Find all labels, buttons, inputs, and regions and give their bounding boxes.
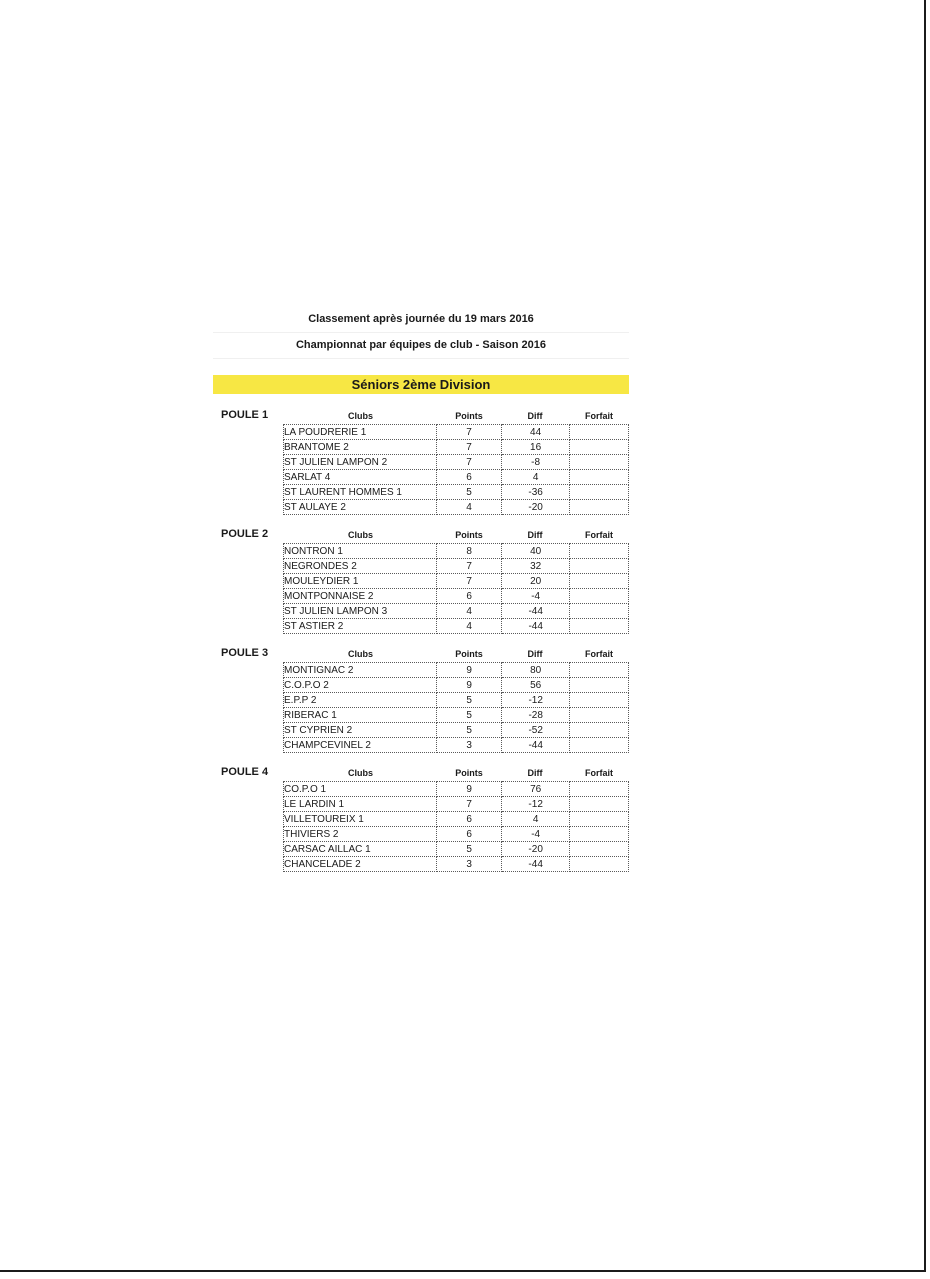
column-header-points: Points <box>455 768 483 778</box>
forfait-cell <box>570 455 629 470</box>
points-cell: 5 <box>437 693 502 708</box>
points-cell: 9 <box>437 782 502 797</box>
table-row <box>284 797 629 812</box>
forfait-cell <box>570 485 629 500</box>
diff-cell: 44 <box>501 425 570 440</box>
points-cell: 6 <box>437 812 502 827</box>
forfait-cell <box>570 857 629 872</box>
forfait-cell <box>570 738 629 753</box>
points-cell: 3 <box>437 857 502 872</box>
points-cell: 5 <box>437 485 502 500</box>
forfait-cell <box>570 812 629 827</box>
diff-cell: -4 <box>501 827 570 842</box>
forfait-cell <box>570 425 629 440</box>
table-row <box>284 812 629 827</box>
diff-cell: -12 <box>501 797 570 812</box>
table-row <box>284 619 629 634</box>
club-name-cell: MOULEYDIER 1 <box>284 574 437 589</box>
points-cell: 4 <box>437 619 502 634</box>
diff-cell: -20 <box>501 500 570 515</box>
table-row <box>284 425 629 440</box>
column-header-forfait: Forfait <box>585 530 613 540</box>
table-row <box>284 693 629 708</box>
points-cell: 6 <box>437 470 502 485</box>
points-cell: 4 <box>437 500 502 515</box>
diff-cell: -52 <box>501 723 570 738</box>
table-row <box>284 678 629 693</box>
poule-section <box>213 411 629 515</box>
poule-header <box>213 530 629 543</box>
standings-table <box>283 424 629 515</box>
points-cell: 7 <box>437 559 502 574</box>
diff-cell: -4 <box>501 589 570 604</box>
column-header-clubs: Clubs <box>347 530 373 540</box>
table-row <box>284 574 629 589</box>
forfait-cell <box>570 663 629 678</box>
column-header-diff: Diff <box>527 649 543 659</box>
forfait-cell <box>570 827 629 842</box>
division-banner: Séniors 2ème Division <box>213 375 629 394</box>
diff-cell: -12 <box>501 693 570 708</box>
column-header-clubs: Clubs <box>347 411 373 421</box>
poule-name: POULE 4 <box>221 766 269 778</box>
ranking-title: Classement après journée du 19 mars 2016 <box>213 307 629 333</box>
diff-cell: 76 <box>501 782 570 797</box>
points-cell: 7 <box>437 574 502 589</box>
diff-cell: -28 <box>501 708 570 723</box>
club-name-cell: ST AULAYE 2 <box>284 500 437 515</box>
club-name-cell: ST JULIEN LAMPON 2 <box>284 455 437 470</box>
table-row <box>284 708 629 723</box>
diff-cell: -44 <box>501 738 570 753</box>
club-name-cell: ST JULIEN LAMPON 3 <box>284 604 437 619</box>
diff-cell: 16 <box>501 440 570 455</box>
club-name-cell: LE LARDIN 1 <box>284 797 437 812</box>
club-name-cell: THIVIERS 2 <box>284 827 437 842</box>
points-cell: 8 <box>437 544 502 559</box>
points-cell: 9 <box>437 663 502 678</box>
diff-cell: 56 <box>501 678 570 693</box>
points-cell: 5 <box>437 708 502 723</box>
diff-cell: -44 <box>501 857 570 872</box>
standings-table <box>283 543 629 634</box>
club-name-cell: LA POUDRERIE 1 <box>284 425 437 440</box>
diff-cell: 80 <box>501 663 570 678</box>
club-name-cell: SARLAT 4 <box>284 470 437 485</box>
points-cell: 4 <box>437 604 502 619</box>
table-row <box>284 544 629 559</box>
points-cell: 7 <box>437 425 502 440</box>
club-name-cell: VILLETOUREIX 1 <box>284 812 437 827</box>
table-row <box>284 663 629 678</box>
diff-cell: 32 <box>501 559 570 574</box>
forfait-cell <box>570 693 629 708</box>
points-cell: 3 <box>437 738 502 753</box>
points-cell: 6 <box>437 589 502 604</box>
standings-table <box>283 662 629 753</box>
forfait-cell <box>570 619 629 634</box>
club-name-cell: BRANTOME 2 <box>284 440 437 455</box>
diff-cell: -20 <box>501 842 570 857</box>
poule-section <box>213 530 629 634</box>
table-row <box>284 470 629 485</box>
club-name-cell: MONTIGNAC 2 <box>284 663 437 678</box>
diff-cell: 20 <box>501 574 570 589</box>
column-header-forfait: Forfait <box>585 768 613 778</box>
forfait-cell <box>570 842 629 857</box>
forfait-cell <box>570 589 629 604</box>
diff-cell: -44 <box>501 619 570 634</box>
forfait-cell <box>570 559 629 574</box>
club-name-cell: ST CYPRIEN 2 <box>284 723 437 738</box>
column-header-clubs: Clubs <box>347 649 373 659</box>
forfait-cell <box>570 440 629 455</box>
forfait-cell <box>570 797 629 812</box>
poule-name: POULE 2 <box>221 528 269 540</box>
table-row <box>284 559 629 574</box>
points-cell: 7 <box>437 797 502 812</box>
table-row <box>284 857 629 872</box>
club-name-cell: CO.P.O 1 <box>284 782 437 797</box>
column-header-points: Points <box>455 411 483 421</box>
club-name-cell: CHAMPCEVINEL 2 <box>284 738 437 753</box>
table-row <box>284 500 629 515</box>
forfait-cell <box>570 500 629 515</box>
poule-header <box>213 411 629 424</box>
diff-cell: 40 <box>501 544 570 559</box>
table-row <box>284 738 629 753</box>
club-name-cell: C.O.P.O 2 <box>284 678 437 693</box>
table-row <box>284 604 629 619</box>
points-cell: 5 <box>437 842 502 857</box>
club-name-cell: E.P.P 2 <box>284 693 437 708</box>
forfait-cell <box>570 574 629 589</box>
standings-sheet <box>213 305 629 872</box>
table-row <box>284 589 629 604</box>
club-name-cell: CARSAC AILLAC 1 <box>284 842 437 857</box>
diff-cell: -36 <box>501 485 570 500</box>
poule-section <box>213 768 629 872</box>
column-header-clubs: Clubs <box>347 768 373 778</box>
table-row <box>284 782 629 797</box>
points-cell: 6 <box>437 827 502 842</box>
table-row <box>284 723 629 738</box>
club-name-cell: ST ASTIER 2 <box>284 619 437 634</box>
table-row <box>284 827 629 842</box>
forfait-cell <box>570 782 629 797</box>
forfait-cell <box>570 544 629 559</box>
club-name-cell: ST LAURENT HOMMES 1 <box>284 485 437 500</box>
poule-section <box>213 649 629 753</box>
points-cell: 9 <box>437 678 502 693</box>
forfait-cell <box>570 604 629 619</box>
poule-name: POULE 3 <box>221 647 269 659</box>
forfait-cell <box>570 678 629 693</box>
column-header-points: Points <box>455 649 483 659</box>
club-name-cell: RIBERAC 1 <box>284 708 437 723</box>
table-row <box>284 842 629 857</box>
column-header-diff: Diff <box>527 530 543 540</box>
poule-header <box>213 649 629 662</box>
poules-container <box>213 411 629 872</box>
diff-cell: 4 <box>501 470 570 485</box>
points-cell: 5 <box>437 723 502 738</box>
championship-title: Championnat par équipes de club - Saison 2016 <box>213 333 629 359</box>
club-name-cell: NEGRONDES 2 <box>284 559 437 574</box>
scan-border-bottom <box>0 1270 926 1272</box>
table-row <box>284 485 629 500</box>
club-name-cell: NONTRON 1 <box>284 544 437 559</box>
diff-cell: 4 <box>501 812 570 827</box>
points-cell: 7 <box>437 455 502 470</box>
points-cell: 7 <box>437 440 502 455</box>
column-header-forfait: Forfait <box>585 649 613 659</box>
column-header-points: Points <box>455 530 483 540</box>
forfait-cell <box>570 470 629 485</box>
table-row <box>284 455 629 470</box>
table-row <box>284 440 629 455</box>
club-name-cell: MONTPONNAISE 2 <box>284 589 437 604</box>
poule-header <box>213 768 629 781</box>
column-header-forfait: Forfait <box>585 411 613 421</box>
poule-name: POULE 1 <box>221 409 269 421</box>
diff-cell: -44 <box>501 604 570 619</box>
column-header-diff: Diff <box>527 768 543 778</box>
forfait-cell <box>570 708 629 723</box>
diff-cell: -8 <box>501 455 570 470</box>
forfait-cell <box>570 723 629 738</box>
column-header-diff: Diff <box>527 411 543 421</box>
standings-table <box>283 781 629 872</box>
scan-border-right <box>924 0 926 1272</box>
club-name-cell: CHANCELADE 2 <box>284 857 437 872</box>
